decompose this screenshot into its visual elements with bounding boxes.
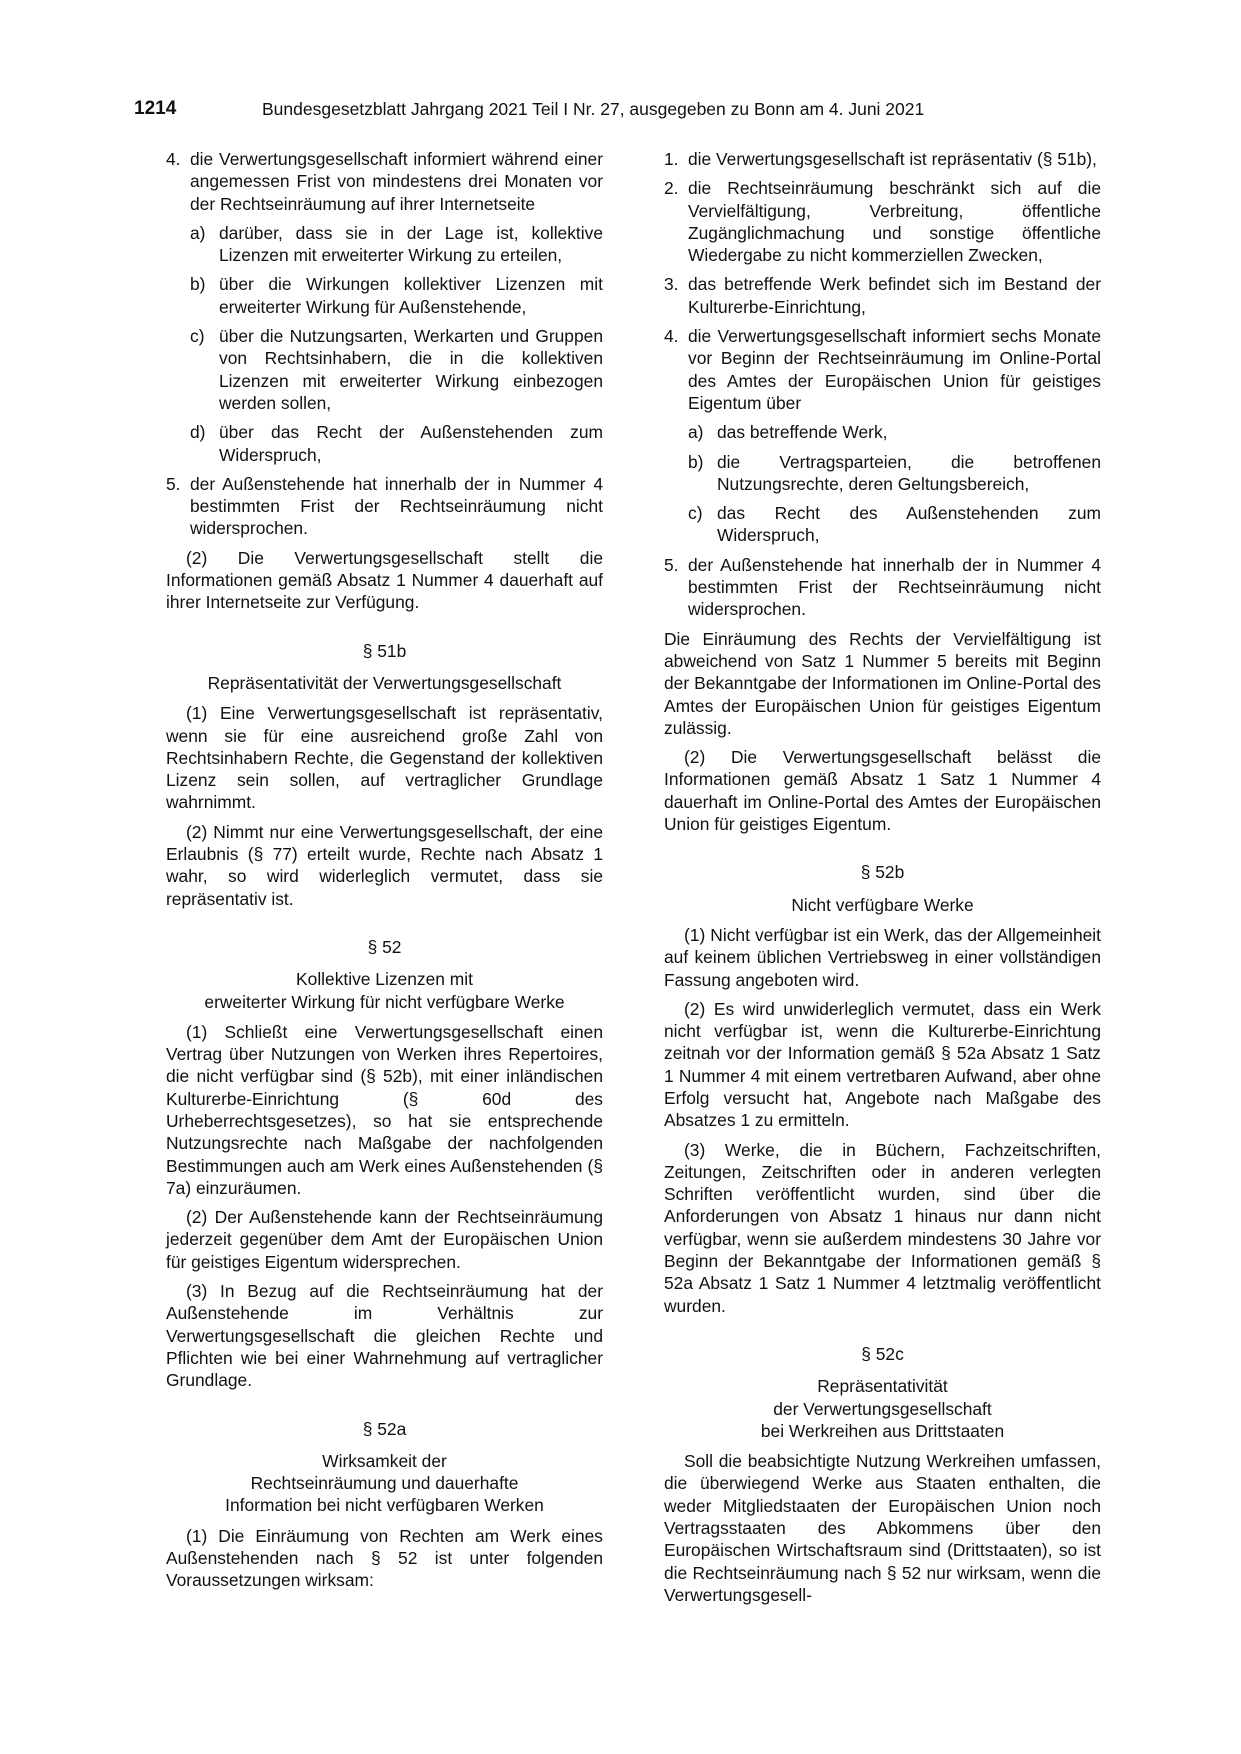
list-item-2 — [664, 177, 1101, 266]
sub-item-text: darüber, dass sie in der Lage ist, kollektive Lizenzen mit erweiterter Wirkung zu erteilen, — [219, 222, 603, 266]
section-title — [166, 968, 603, 1013]
sub-item-text: über das Recht der Außenstehenden zum Widerspruch, — [219, 422, 603, 465]
right-column — [664, 148, 1101, 1613]
sub-marker: a) — [190, 222, 206, 243]
sub-marker: d) — [190, 422, 206, 443]
section-number: § 52c — [861, 1343, 904, 1364]
sub-marker: b) — [688, 451, 704, 472]
sub-item-c — [190, 325, 603, 414]
section-title — [166, 672, 603, 694]
list-item-5 — [166, 473, 603, 540]
paragraph: (1) Die Einräumung von Rechten am Werk eines Außenstehenden nach § 52 ist unter folgenden Voraussetzungen wirksam: — [166, 1525, 603, 1591]
section-title-line: Wirksamkeit der — [322, 1450, 447, 1471]
sub-item-text: das Recht des Außenstehenden zum Widerspruch, — [717, 503, 1101, 546]
section-title-line: Rechtseinräumung und dauerhafte — [250, 1473, 519, 1494]
section-title — [166, 1450, 603, 1517]
section-number: § 52 — [367, 936, 402, 957]
running-head: Bundesgesetzblatt Jahrgang 2021 Teil I Nr. 27, ausgegeben zu Bonn am 4. Juni 2021 — [262, 99, 925, 119]
paragraph: (1) Schließt eine Verwertungsgesellschaft einen Vertrag über Nutzungen von Werken ihres Repertoires, die nicht verfügbar sind (§ 52b), mit einer inländischen Kulturerbe-Einrichtung (§ 60d des Urheberrechtsgesetzes), so hat sie entsprechende Nutzungsrechte nach Maßgabe der nachfolgenden Bestimmungen auch am Werk eines Außenstehenden (§ 7a) einzuräumen. — [166, 1021, 603, 1198]
paragraph: (3) Werke, die in Büchern, Fachzeitschriften, Zeitungen, Zeitschriften oder in anderen verlegten Schriften veröffentlicht wurden, sind über die Anforderungen von Absatz 1 hinaus nur dann nicht verfügbar, wenn sie außerdem mindestens 30 Jahre vor Beginn der Bekanntgabe der Informationen gemäß § 52a Absatz 1 Satz 1 Nummer 4 letztmalig veröffentlicht wurden. — [664, 1139, 1101, 1316]
section-title-line: Kollektive Lizenzen mit — [296, 969, 473, 990]
paragraph: (2) Die Verwertungsgesellschaft belässt die Informationen gemäß Absatz 1 Satz 1 Nummer 4 dauerhaft im Online-Portal des Amtes der Europäischen Union für geistiges Eigentum. — [664, 747, 1101, 835]
section-title-line: Information bei nicht verfügbaren Werken — [225, 1495, 544, 1516]
sub-marker: c) — [688, 503, 703, 524]
list-item-4 — [664, 325, 1101, 414]
sub-item-text: über die Nutzungsarten, Werkarten und Gruppen von Rechtsinhabern, die in die kollektiven Lizenzen mit erweiterter Wirkung einbezogen werden sollen, — [219, 326, 603, 413]
page-number: 1214 — [134, 98, 177, 119]
section-number: § 52b — [860, 862, 905, 883]
section-title — [664, 894, 1101, 916]
paragraph: (3) In Bezug auf die Rechtseinräumung hat der Außenstehende im Verhältnis zur Verwertungsgesellschaft die gleichen Rechte und Pflichten wie bei einer Wahrnehmung auf vertraglicher Grundlage. — [166, 1281, 603, 1391]
paragraph: (2) Es wird unwiderleglich vermutet, dass ein Werk nicht verfügbar ist, wenn die Kulturerbe-Einrichtung zeitnah vor der Information gemäß § 52a Absatz 1 Satz 1 Nummer 4 mit einem vertretbaren Aufwand, aber ohne Erfolg versucht hat, Angebote nach Maßgabe des Absatzes 1 zu ermitteln. — [664, 998, 1101, 1131]
list-item-3 — [664, 273, 1101, 318]
sub-marker: c) — [190, 326, 205, 347]
list-marker: 4. — [166, 149, 181, 169]
section-title-line: Repräsentativität der Verwertungsgesellschaft — [207, 672, 562, 693]
sub-item-text: die Vertragsparteien, die betroffenen Nutzungsrechte, deren Geltungsbereich, — [717, 451, 1101, 494]
paragraph: Soll die beabsichtigte Nutzung Werkreihen umfassen, die überwiegend Werke aus Staaten enthalten, die weder Mitgliedstaaten der Europäischen Union noch Vertragsstaaten des Abkommens über den Europäischen Wirtschaftsraum sind (Drittstaaten), so ist die Rechtseinräumung nach § 52 nur wirksam, wenn die Verwertungsgesell- — [664, 1451, 1101, 1605]
section-title-line: Repräsentativität — [817, 1376, 948, 1397]
sub-item-b — [190, 273, 603, 318]
section-title-line: bei Werkreihen aus Drittstaaten — [760, 1420, 1005, 1441]
list-item-text: die Rechtseinräumung beschränkt sich auf die Vervielfältigung, Verbreitung, öffentliche Zugänglichmachung und sonstige öffentliche Wiedergabe zu nicht kommerziellen Zwecken, — [688, 178, 1101, 266]
list-marker: 1. — [664, 149, 679, 169]
list-item-text: der Außenstehende hat innerhalb der in Nummer 4 bestimmten Frist der Rechtseinräumung nicht widersprochen. — [688, 554, 1101, 620]
list-marker: 2. — [664, 178, 679, 199]
section-title-line: erweiterter Wirkung für nicht verfügbare Werke — [204, 991, 565, 1012]
list-item-text: die Verwertungsgesellschaft informiert während einer angemessen Frist von mindestens drei Monaten vor der Rechtseinräumung auf ihrer Internetseite — [190, 149, 603, 214]
sub-item-c — [688, 502, 1101, 547]
sub-item-a — [190, 222, 603, 267]
list-item-4 — [166, 148, 603, 215]
section-title — [664, 1375, 1101, 1442]
paragraph: (1) Nicht verfügbar ist ein Werk, das der Allgemeinheit auf keinem üblichen Vertriebsweg in einer vollständigen Fassung angeboten wird. — [664, 924, 1101, 990]
list-marker: 3. — [664, 274, 679, 295]
sub-item-b — [688, 451, 1101, 496]
list-item-text: die Verwertungsgesellschaft ist repräsentativ (§ 51b), — [688, 149, 1097, 169]
section-title-line: der Verwertungsgesellschaft — [773, 1398, 992, 1419]
list-marker: 5. — [166, 473, 181, 494]
sub-item-text: über die Wirkungen kollektiver Lizenzen mit erweiterter Wirkung für Außenstehende, — [219, 274, 603, 317]
paragraph: (2) Die Verwertungsgesellschaft stellt die Informationen gemäß Absatz 1 Nummer 4 dauerhaft auf ihrer Internetseite zur Verfügung. — [166, 547, 603, 613]
page-header — [134, 98, 1094, 128]
paragraph: (1) Eine Verwertungsgesellschaft ist repräsentativ, wenn sie für eine ausreichend große Zahl von Rechtsinhabern Rechte, die Gegenstand der kollektiven Lizenz sein sollen, auf vertraglicher Grundlage wahrnimmt. — [166, 703, 603, 813]
section-title-line: Nicht verfügbare Werke — [791, 894, 974, 915]
sub-item-a — [688, 421, 1101, 443]
section-number: § 51b — [362, 640, 407, 661]
list-item-5 — [664, 554, 1101, 621]
sub-item-d — [190, 421, 603, 466]
sub-marker: b) — [190, 274, 206, 295]
paragraph: (2) Der Außenstehende kann der Rechtseinräumung jederzeit gegenüber dem Amt der Europäischen Union für geistiges Eigentum widersprechen. — [166, 1207, 603, 1272]
list-item-text: die Verwertungsgesellschaft informiert sechs Monate vor Beginn der Rechtseinräumung im Online-Portal des Amtes der Europäischen Union für geistiges Eigentum über — [688, 326, 1101, 413]
paragraph: (2) Nimmt nur eine Verwertungsgesellschaft, der eine Erlaubnis (§ 77) erteilt wurde, Rechte nach Absatz 1 wahr, so wird widerleglich vermutet, dass sie repräsentativ ist. — [166, 821, 603, 909]
list-marker: 5. — [664, 554, 679, 575]
list-item-text: das betreffende Werk befindet sich im Bestand der Kulturerbe-Einrichtung, — [688, 274, 1101, 317]
list-marker: 4. — [664, 326, 679, 347]
left-column — [166, 148, 603, 1599]
sub-item-text: das betreffende Werk, — [717, 422, 888, 443]
section-number: § 52a — [362, 1418, 407, 1439]
list-item-text: der Außenstehende hat innerhalb der in Nummer 4 bestimmten Frist der Rechtseinräumung nicht widersprochen. — [190, 473, 603, 539]
list-item-1 — [664, 148, 1101, 170]
paragraph: Die Einräumung des Rechts der Vervielfältigung ist abweichend von Satz 1 Nummer 5 bereits mit Beginn der Bekanntgabe der Informationen im Online-Portal des Amtes der Europäischen Union für geistiges Eigentum zulässig. — [664, 628, 1101, 738]
sub-marker: a) — [688, 422, 704, 443]
